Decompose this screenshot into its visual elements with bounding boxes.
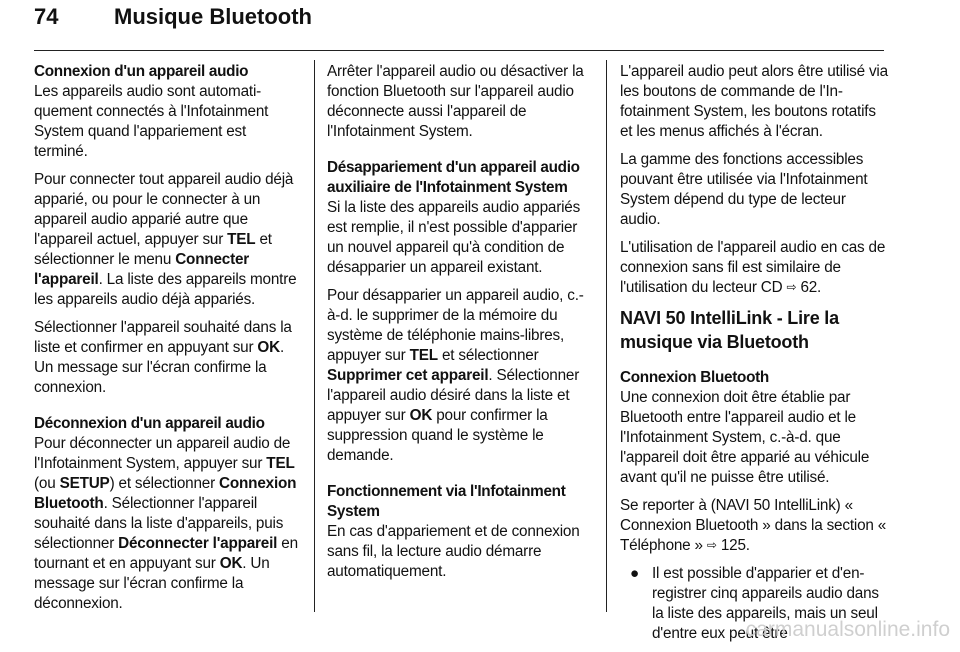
column-divider-2 xyxy=(606,60,607,612)
column-1 xyxy=(34,62,302,622)
key-setup: SETUP xyxy=(59,475,110,492)
page-number: 74 xyxy=(34,4,59,29)
xref-arrow-icon: ⇨ xyxy=(706,538,717,552)
paragraph: La gamme des fonctions accessibles pouvant être utilisée via l'Infotainment System dépend du type de lecteur audio. xyxy=(620,151,868,228)
key-ok: OK xyxy=(219,555,243,572)
page-reference[interactable]: 125. xyxy=(720,537,750,554)
menu-supprimer: Supprimer cet appareil xyxy=(327,367,489,384)
column-divider-1 xyxy=(314,60,315,612)
menu-connexion-bluetooth: Connexion Bluetooth xyxy=(34,475,297,512)
paragraph: Se reporter à (NAVI 50 IntelliLink) « Connexion Bluetooth » dans la section « Téléphone » ⇨ 125. xyxy=(620,497,887,554)
bullet-icon: ● xyxy=(630,565,640,582)
heading-desappariement: Désappariement d'un appareil audio auxiliaire de l'Infotainment System xyxy=(327,159,580,196)
xref-arrow-icon: ⇨ xyxy=(786,280,797,294)
key-tel: TEL xyxy=(409,347,438,364)
heading-fonctionnement: Fonctionnement via l'Infotainment System xyxy=(327,483,566,520)
paragraph: L'utilisation de l'appareil audio en cas de connexion sans fil est similaire de l'utilisation du lecteur CD ⇨ 62. xyxy=(620,239,886,296)
key-tel: TEL xyxy=(266,455,295,472)
paragraph: Sélectionner l'appareil souhaité dans la liste et confirmer en appuyant sur OK. Un message sur l'écran confirme la connexion. xyxy=(34,319,292,396)
paragraph: Pour désapparier un appareil audio, c.-à-d. le supprimer de la mémoire du système de téléphonie mains-libres, appuyer sur TEL et sélectionner Supprimer cet appareil. Sélectionner l'appareil audio désiré dans la liste et appuyer sur OK pour confirmer la suppression quand le système le demande. xyxy=(327,287,584,464)
heading-connexion: Connexion d'un appareil audio xyxy=(34,63,249,80)
paragraph: En cas d'appariement et de connexion sans fil, la lecture audio démarre automatiquement. xyxy=(327,523,580,580)
header-rule xyxy=(34,50,884,51)
paragraph: Arrêter l'appareil audio ou désactiver la fonction Bluetooth sur l'appareil audio déconnecte aussi l'appareil de l'Infotainment System. xyxy=(327,63,584,140)
key-tel: TEL xyxy=(227,231,256,248)
page-header xyxy=(34,4,884,44)
column-2 xyxy=(327,62,595,590)
menu-deconnecter: Déconnecter l'appareil xyxy=(118,535,278,552)
column-3 xyxy=(620,62,888,652)
paragraph: Les appareils audio sont automatiquement connectés à l'Infotainment System quand l'appariement est terminé. xyxy=(34,83,269,160)
page-reference[interactable]: 62. xyxy=(800,279,822,296)
paragraph: Pour déconnecter un appareil audio de l'Infotainment System, appuyer sur TEL (ou SETUP) et sélectionner Connexion Bluetooth. Sélectionner l'appareil souhaité dans la liste d'appareils, puis sélectionner Déconnecter l'appareil en tournant et en appuyant sur OK. Un message sur l'écran confirme la déconnexion. xyxy=(34,435,298,612)
page-title: Musique Bluetooth xyxy=(114,4,312,29)
paragraph: L'appareil audio peut alors être utilisé via les boutons de commande de l'Infotainment System, les boutons rotatifs et les menus affichés à l'écran. xyxy=(620,63,888,140)
list-item: ● Il est possible d'apparier et d'enregistrer cinq appareils audio dans la liste des appareils, mais un seul d'entre eux peut être xyxy=(630,565,879,642)
heading-connexion-bluetooth: Connexion Bluetooth xyxy=(620,369,769,386)
paragraph: Une connexion doit être établie par Bluetooth entre l'appareil audio et le l'Infotainment System, c.-à-d. que l'appareil doit être apparié au véhicule avant qu'il ne puisse être utilisé. xyxy=(620,389,870,486)
paragraph: Pour connecter tout appareil audio déjà apparié, ou pour le connecter à un appareil audio apparié autre que l'appareil actuel, appuyer sur TEL et sélectionner le menu Connecter l'appareil. La liste des appareils montre les appareils audio déjà appariés. xyxy=(34,171,297,308)
paragraph: Si la liste des appareils audio appariés est remplie, il n'est possible d'apparier un nouvel appareil qu'à condition de désapparier un appareil existant. xyxy=(327,199,581,276)
watermark: carmanualsonline.info xyxy=(745,618,950,641)
section-title-navi50: NAVI 50 IntelliLink - Lire la musique via Bluetooth xyxy=(620,308,839,352)
key-ok: OK xyxy=(257,339,280,356)
key-ok: OK xyxy=(409,407,433,424)
menu-connecter: Connecter l'appareil xyxy=(34,251,250,288)
heading-deconnexion: Déconnexion d'un appareil audio xyxy=(34,415,265,432)
